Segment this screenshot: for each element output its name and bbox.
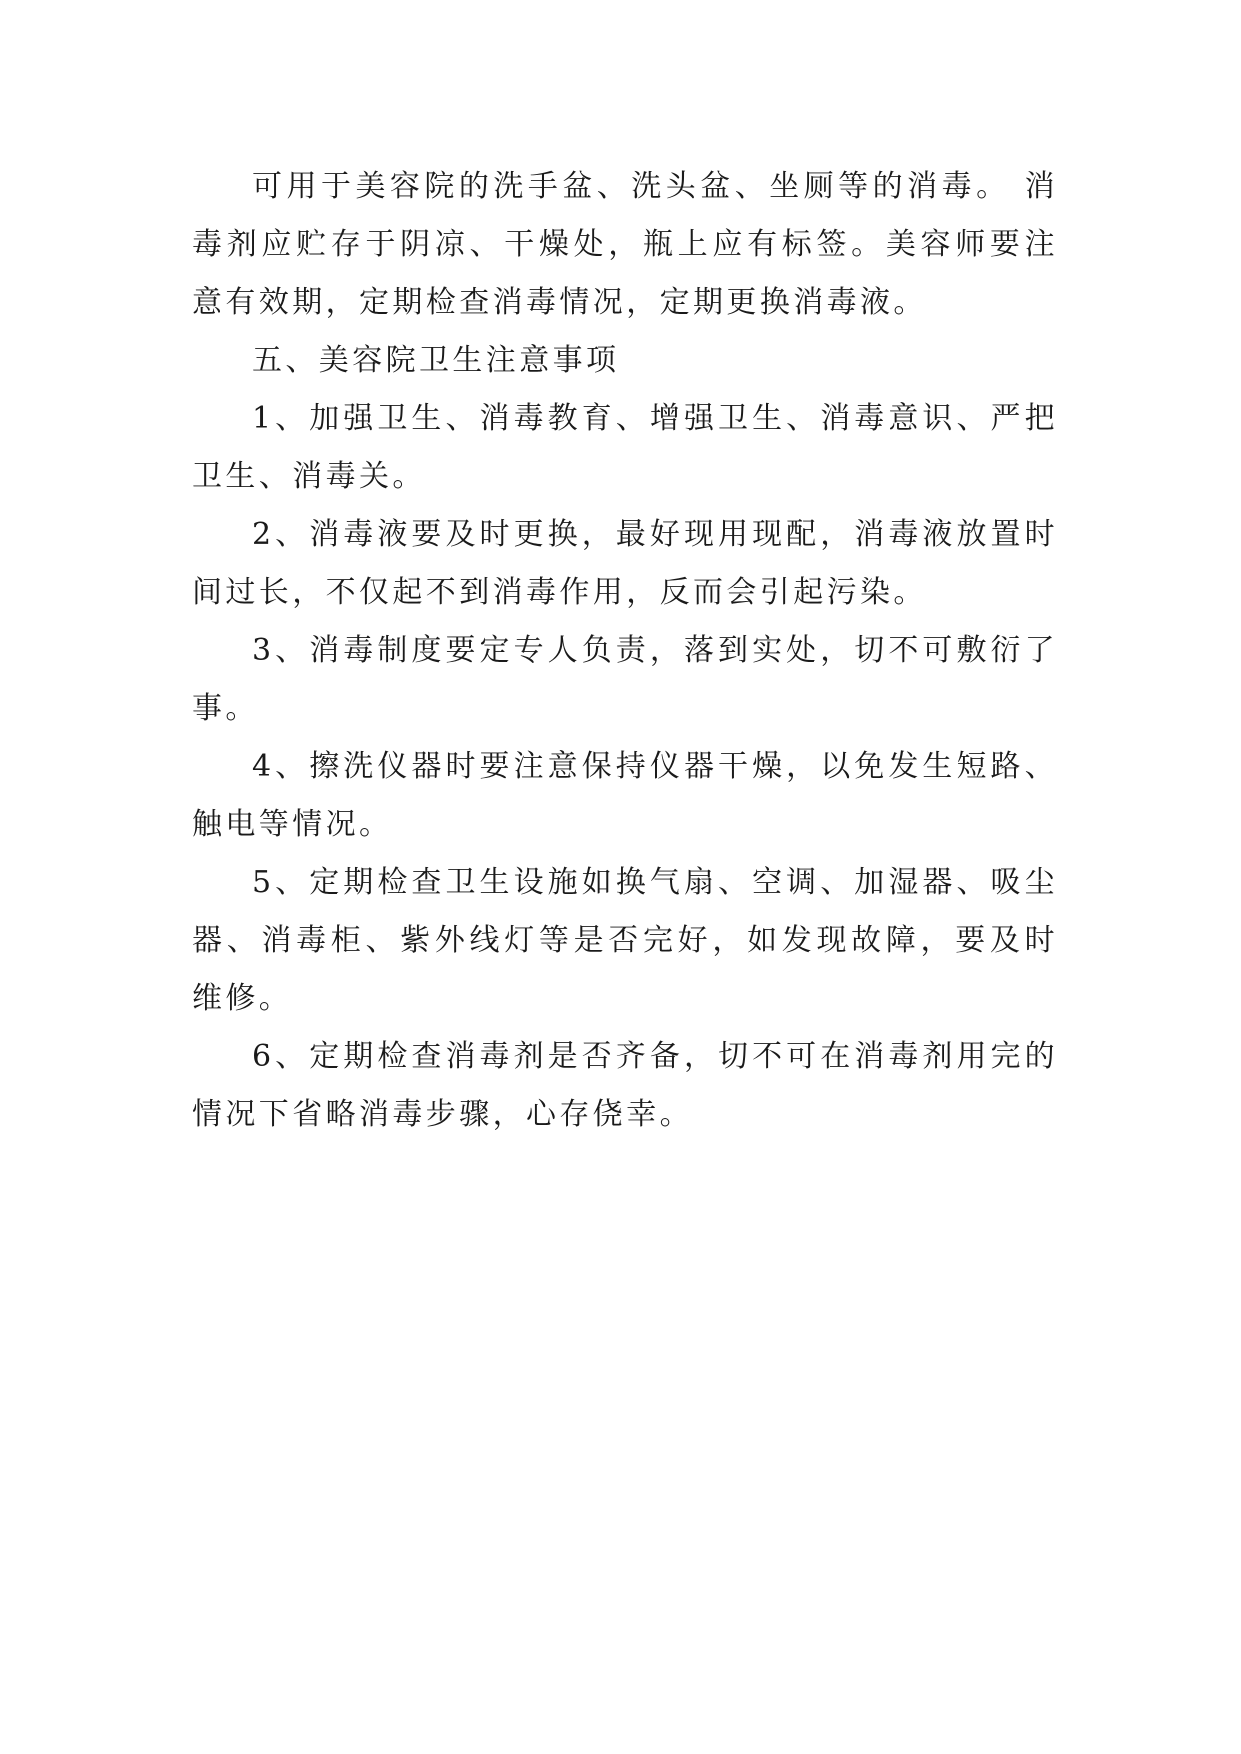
- document-body: [192, 158, 1058, 1144]
- list-item-2: 2、消毒液要及时更换，最好现用现配，消毒液放置时间过长，不仅起不到消毒作用，反而会引起污染。: [192, 517, 1058, 610]
- section-heading-hygiene-notes: 五、美容院卫生注意事项: [252, 343, 620, 378]
- list-item-5: 5、定期检查卫生设施如换气扇、空调、加湿器、吸尘器、消毒柜、紫外线灯等是否完好，如发现故障，要及时维修。: [192, 865, 1058, 1016]
- list-item-4: 4、擦洗仪器时要注意保持仪器干燥，以免发生短路、触电等情况。: [192, 749, 1058, 842]
- list-item-6: 6、定期检查消毒剂是否齐备，切不可在消毒剂用完的情况下省略消毒步骤，心存侥幸。: [192, 1039, 1058, 1132]
- paragraph-disinfectant-storage: 可用于美容院的洗手盆、洗头盆、坐厕等的消毒。 消毒剂应贮存于阴凉、干燥处，瓶上应有标签。美容师要注意有效期，定期检查消毒情况，定期更换消毒液。: [192, 169, 1058, 320]
- list-item-3: 3、消毒制度要定专人负责，落到实处，切不可敷衍了事。: [192, 633, 1058, 726]
- list-item-1: 1、加强卫生、消毒教育、增强卫生、消毒意识、严把卫生、消毒关。: [192, 401, 1058, 494]
